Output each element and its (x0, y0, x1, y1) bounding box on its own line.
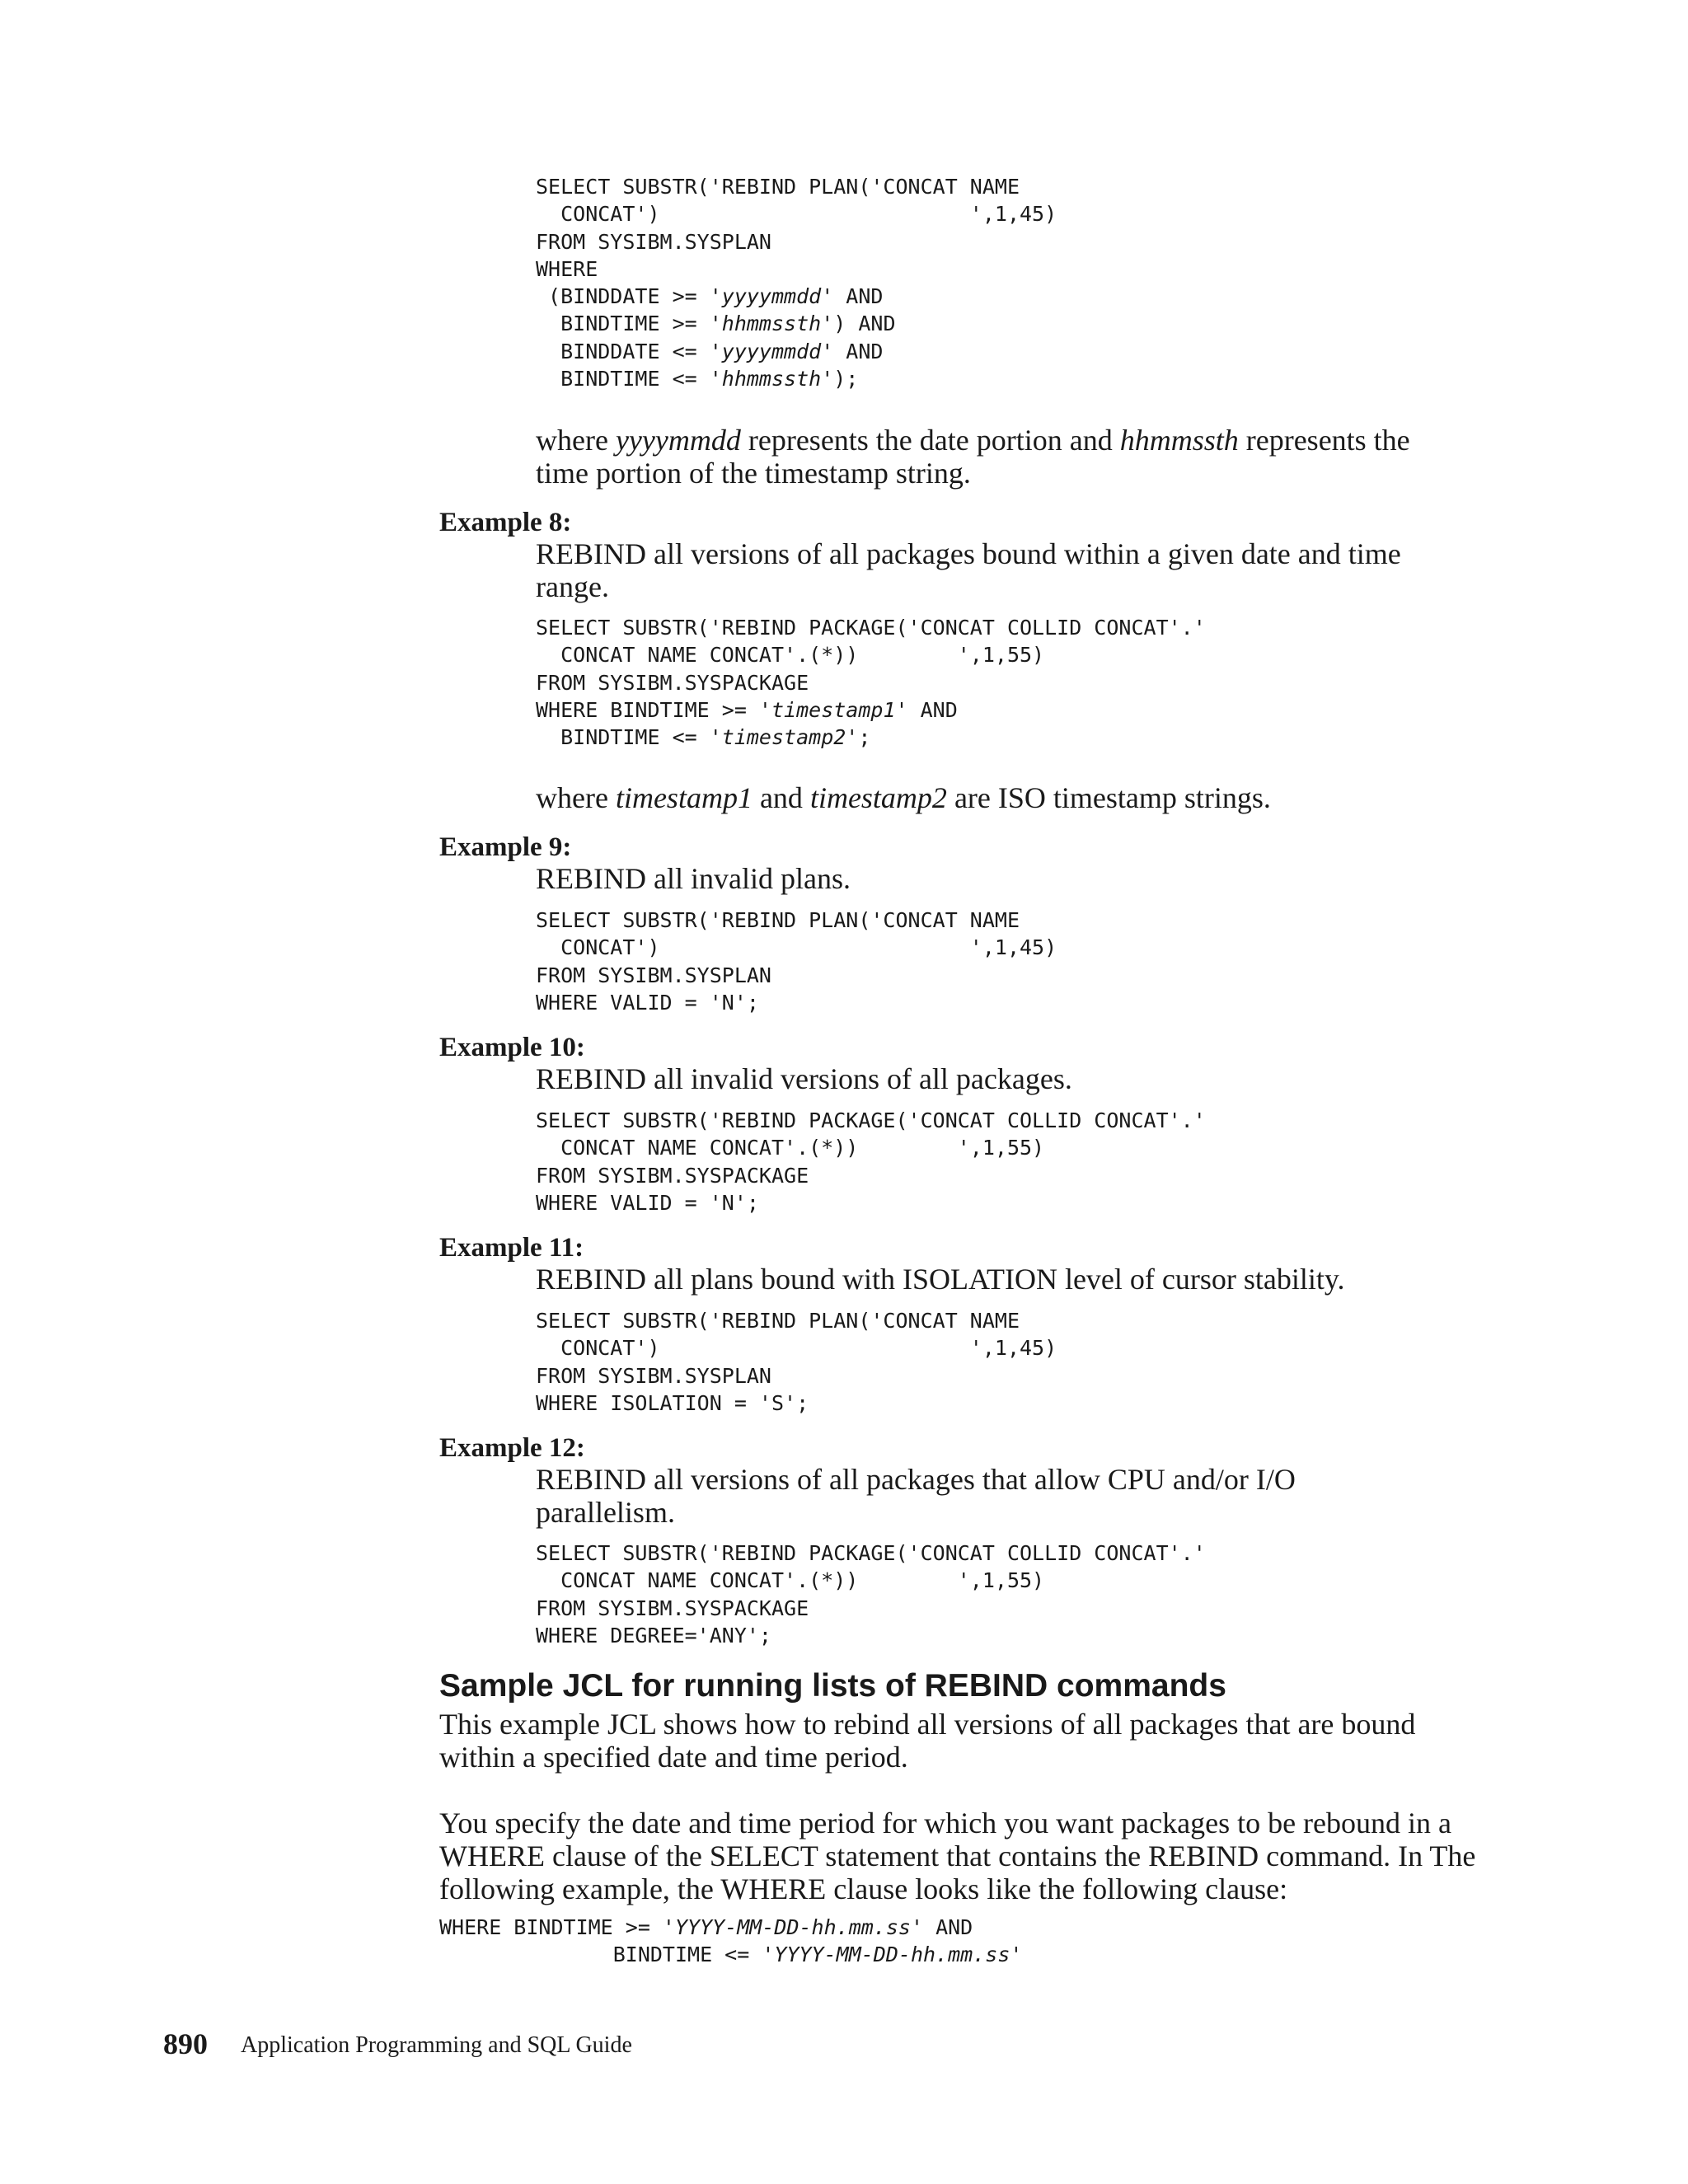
code-line: SELECT SUBSTR('REBIND PACKAGE('CONCAT COLLID CONCAT'.' (536, 1108, 1206, 1132)
code-line: SELECT SUBSTR('REBIND PLAN('CONCAT NAME (536, 175, 1020, 199)
code-line: CONCAT NAME CONCAT'.(*)) ',1,55) (536, 643, 1045, 668)
code-line: WHERE BINDTIME >= 'timestamp1' AND (536, 697, 958, 722)
code-line: WHERE BINDTIME >= 'YYYY-MM-DD-hh.mm.ss' AND (439, 1915, 973, 1939)
code-line: FROM SYSIBM.SYSPLAN (536, 963, 771, 987)
code-line: CONCAT NAME CONCAT'.(*)) ',1,55) (536, 1568, 1045, 1593)
example-12-label: Example 12: (439, 1433, 585, 1463)
code-line: WHERE VALID = 'N'; (536, 990, 759, 1015)
code-line: (BINDDATE >= 'yyyymmdd' AND (536, 284, 884, 309)
example-11-description: REBIND all plans bound with ISOLATION level of cursor stability. (536, 1263, 1345, 1296)
code-line: FROM SYSIBM.SYSPACKAGE (536, 1596, 809, 1620)
code-block-rebind-plan-date-range (536, 173, 1057, 392)
example-10-code (536, 1107, 1206, 1216)
code-line: BINDDATE <= 'yyyymmdd' AND (536, 339, 884, 363)
code-line: BINDTIME >= 'hhmmssth') AND (536, 312, 896, 336)
example-12-code (536, 1540, 1206, 1649)
code-line: FROM SYSIBM.SYSPACKAGE (536, 1163, 809, 1188)
section-where-paragraph: You specify the date and time period for which you want packages to be rebound in a WHERE clause of the SELECT statement that contains the REBIND command. In The following example, the WHERE clause looks like the following clause: (439, 1807, 1476, 1905)
code-line: BINDTIME <= 'hhmmssth'); (536, 367, 859, 391)
example-10-description: REBIND all invalid versions of all packages. (536, 1062, 1072, 1095)
code-line: BINDTIME <= 'timestamp2'; (536, 725, 871, 750)
example-9-label: Example 9: (439, 832, 572, 862)
example-9-description: REBIND all invalid plans. (536, 862, 851, 895)
example-8-code (536, 614, 1206, 751)
code-line: CONCAT NAME CONCAT'.(*)) ',1,55) (536, 1136, 1045, 1160)
code-line: WHERE VALID = 'N'; (536, 1190, 759, 1215)
code-line: BINDTIME <= 'YYYY-MM-DD-hh.mm.ss' (439, 1943, 1023, 1967)
code-line: FROM SYSIBM.SYSPACKAGE (536, 670, 809, 695)
code-line: SELECT SUBSTR('REBIND PLAN('CONCAT NAME (536, 908, 1020, 932)
code-line: SELECT SUBSTR('REBIND PLAN('CONCAT NAME (536, 1309, 1020, 1333)
where-clause-code (439, 1914, 1022, 1969)
book-title: Application Programming and SQL Guide (241, 2032, 632, 2058)
code-line: FROM SYSIBM.SYSPLAN (536, 229, 771, 254)
example-11-label: Example 11: (439, 1233, 584, 1263)
code-line: CONCAT') ',1,45) (536, 202, 1057, 227)
example-8-note: where timestamp1 and timestamp2 are ISO timestamp strings. (536, 781, 1271, 814)
code-line: WHERE (536, 256, 598, 281)
page-number: 890 (163, 2027, 208, 2060)
code-line: CONCAT') ',1,45) (536, 1336, 1057, 1361)
example-12-description: REBIND all versions of all packages that allow CPU and/or I/O parallelism. (536, 1463, 1296, 1529)
example-10-label: Example 10: (439, 1033, 585, 1062)
code-line: CONCAT') ',1,45) (536, 935, 1057, 960)
code-line: SELECT SUBSTR('REBIND PACKAGE('CONCAT COLLID CONCAT'.' (536, 1541, 1206, 1565)
code-line: FROM SYSIBM.SYSPLAN (536, 1363, 771, 1388)
code-line: WHERE DEGREE='ANY'; (536, 1623, 771, 1647)
example-9-code (536, 907, 1057, 1016)
example-11-code (536, 1307, 1057, 1417)
code-line: SELECT SUBSTR('REBIND PACKAGE('CONCAT COLLID CONCAT'.' (536, 616, 1206, 640)
section-intro-paragraph: This example JCL shows how to rebind all versions of all packages that are bound within a specified date and time period. (439, 1708, 1416, 1774)
example-8-description: REBIND all versions of all packages bound within a given date and time range. (536, 537, 1401, 603)
example-8-label: Example 8: (439, 508, 572, 537)
where-explanation-date-time: where yyyymmdd represents the date portion and hhmmssth represents the time portion of the timestamp string. (536, 424, 1410, 490)
code-line: WHERE ISOLATION = 'S'; (536, 1390, 809, 1415)
section-heading: Sample JCL for running lists of REBIND commands (439, 1668, 1226, 1704)
